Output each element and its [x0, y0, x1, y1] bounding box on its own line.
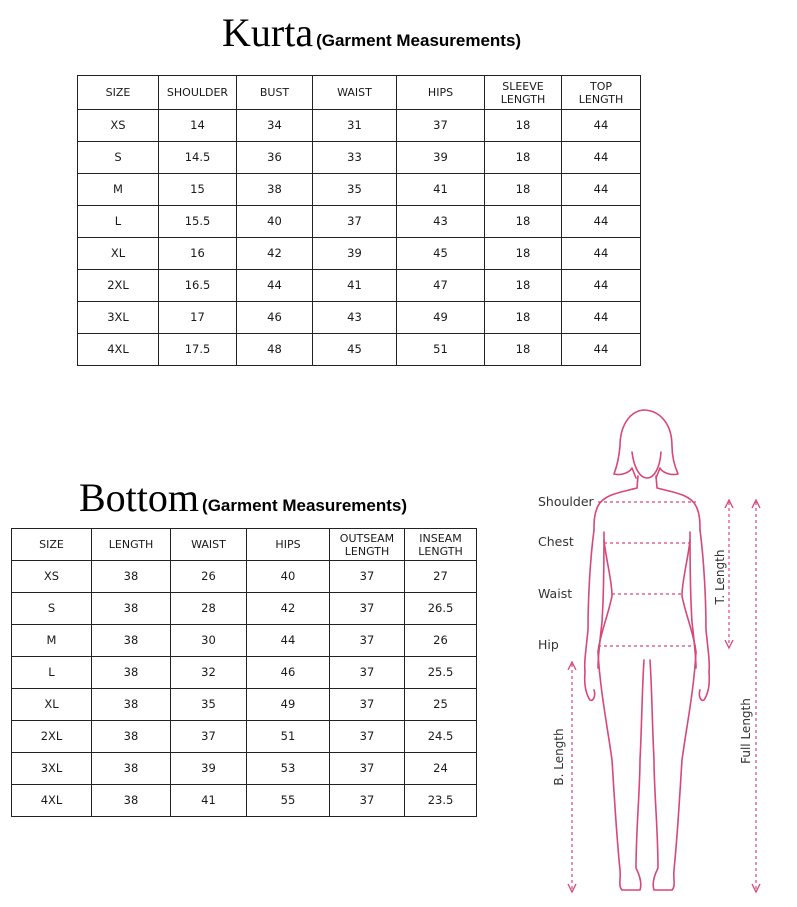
table-cell: 53: [247, 753, 330, 785]
bottom-header-cell: HIPS: [247, 529, 330, 561]
table-cell: 16: [159, 238, 237, 270]
table-cell: 38: [92, 625, 171, 657]
bottom-header-cell: WAIST: [171, 529, 247, 561]
table-cell: 38: [92, 593, 171, 625]
table-cell: 32: [171, 657, 247, 689]
table-cell: 27: [405, 561, 477, 593]
table-cell: XL: [78, 238, 159, 270]
bottom-header-cell: OUTSEAM LENGTH: [330, 529, 405, 561]
table-cell: 38: [237, 174, 313, 206]
table-cell: 33: [313, 142, 397, 174]
table-row: [78, 238, 641, 270]
table-cell: 44: [562, 302, 641, 334]
bottom-title: Bottom: [79, 475, 200, 520]
bottom-header-cell: INSEAM LENGTH: [405, 529, 477, 561]
table-cell: 2XL: [12, 721, 92, 753]
bottom-heading: [79, 474, 407, 521]
table-cell: 37: [330, 689, 405, 721]
table-cell: 2XL: [78, 270, 159, 302]
top-length-label: T. Length: [713, 549, 727, 605]
female-silhouette-outline: [585, 410, 710, 890]
table-cell: 42: [247, 593, 330, 625]
kurta-header-row: [78, 76, 641, 110]
table-cell: 23.5: [405, 785, 477, 817]
table-cell: 38: [92, 785, 171, 817]
table-cell: 44: [562, 334, 641, 366]
table-cell: 15: [159, 174, 237, 206]
table-cell: 39: [171, 753, 247, 785]
table-cell: 37: [313, 206, 397, 238]
table-cell: 37: [330, 721, 405, 753]
table-cell: 46: [237, 302, 313, 334]
table-cell: 38: [92, 721, 171, 753]
table-row: [78, 110, 641, 142]
table-cell: 36: [237, 142, 313, 174]
table-cell: 24: [405, 753, 477, 785]
table-cell: 37: [330, 785, 405, 817]
table-cell: 42: [237, 238, 313, 270]
table-cell: 37: [397, 110, 485, 142]
table-cell: 25.5: [405, 657, 477, 689]
arrowheads: [568, 500, 760, 892]
hip-label: Hip: [538, 637, 559, 652]
kurta-header-cell: BUST: [237, 76, 313, 110]
table-cell: 39: [313, 238, 397, 270]
table-cell: 37: [330, 593, 405, 625]
table-cell: 26: [405, 625, 477, 657]
table-cell: 35: [171, 689, 247, 721]
table-cell: 18: [485, 174, 562, 206]
waist-label: Waist: [538, 586, 573, 601]
table-cell: 47: [397, 270, 485, 302]
table-cell: XL: [12, 689, 92, 721]
table-cell: 41: [171, 785, 247, 817]
table-cell: 14: [159, 110, 237, 142]
table-cell: 43: [397, 206, 485, 238]
table-cell: 37: [330, 753, 405, 785]
body-measurement-figure: [530, 400, 797, 907]
kurta-header-cell: SLEEVE LENGTH: [485, 76, 562, 110]
table-cell: 26.5: [405, 593, 477, 625]
table-cell: 15.5: [159, 206, 237, 238]
table-cell: 40: [237, 206, 313, 238]
bottom-length-label: B. Length: [552, 728, 566, 786]
table-cell: 26: [171, 561, 247, 593]
kurta-header-cell: SHOULDER: [159, 76, 237, 110]
bottom-table-body: [12, 561, 477, 817]
table-cell: 44: [562, 206, 641, 238]
bottom-header-cell: LENGTH: [92, 529, 171, 561]
table-row: [78, 270, 641, 302]
table-cell: 37: [330, 561, 405, 593]
table-cell: 38: [92, 689, 171, 721]
table-cell: 18: [485, 270, 562, 302]
table-cell: 44: [562, 270, 641, 302]
table-cell: 55: [247, 785, 330, 817]
table-cell: 24.5: [405, 721, 477, 753]
bottom-header-row: [12, 529, 477, 561]
table-cell: XS: [12, 561, 92, 593]
table-cell: 18: [485, 334, 562, 366]
table-cell: L: [12, 657, 92, 689]
table-cell: 44: [562, 110, 641, 142]
table-cell: 28: [171, 593, 247, 625]
table-cell: 38: [92, 753, 171, 785]
table-cell: 38: [92, 561, 171, 593]
bottom-header-cell: SIZE: [12, 529, 92, 561]
full-length-label: Full Length: [739, 698, 753, 764]
table-row: [12, 593, 477, 625]
kurta-header-cell: WAIST: [313, 76, 397, 110]
table-cell: 37: [171, 721, 247, 753]
table-cell: 44: [237, 270, 313, 302]
table-cell: 40: [247, 561, 330, 593]
table-row: [78, 206, 641, 238]
table-row: [12, 785, 477, 817]
measurement-lines: [572, 502, 756, 890]
table-cell: 45: [313, 334, 397, 366]
kurta-header-cell: HIPS: [397, 76, 485, 110]
table-cell: 30: [171, 625, 247, 657]
table-cell: 51: [397, 334, 485, 366]
table-cell: 49: [397, 302, 485, 334]
table-cell: 25: [405, 689, 477, 721]
table-row: [78, 174, 641, 206]
table-cell: 18: [485, 302, 562, 334]
table-cell: 18: [485, 206, 562, 238]
table-cell: M: [78, 174, 159, 206]
table-cell: XS: [78, 110, 159, 142]
table-cell: 44: [562, 238, 641, 270]
kurta-subtitle: (Garment Measurements): [316, 31, 522, 50]
table-cell: 39: [397, 142, 485, 174]
table-cell: 46: [247, 657, 330, 689]
table-cell: 37: [330, 625, 405, 657]
table-cell: L: [78, 206, 159, 238]
table-cell: 37: [330, 657, 405, 689]
table-row: [12, 625, 477, 657]
table-row: [12, 657, 477, 689]
table-cell: 18: [485, 142, 562, 174]
table-cell: 4XL: [12, 785, 92, 817]
table-cell: 49: [247, 689, 330, 721]
shoulder-label: Shoulder: [538, 494, 594, 509]
chest-label: Chest: [538, 534, 574, 549]
table-cell: 18: [485, 110, 562, 142]
table-row: [78, 142, 641, 174]
table-cell: S: [12, 593, 92, 625]
bottom-subtitle: (Garment Measurements): [202, 496, 408, 515]
table-cell: 18: [485, 238, 562, 270]
table-cell: 44: [562, 174, 641, 206]
kurta-header-cell: SIZE: [78, 76, 159, 110]
table-row: [12, 753, 477, 785]
table-row: [12, 689, 477, 721]
table-cell: 44: [247, 625, 330, 657]
table-cell: M: [12, 625, 92, 657]
table-cell: 43: [313, 302, 397, 334]
table-cell: 3XL: [12, 753, 92, 785]
table-cell: 3XL: [78, 302, 159, 334]
table-cell: 51: [247, 721, 330, 753]
kurta-header-cell: TOP LENGTH: [562, 76, 641, 110]
table-cell: 44: [562, 142, 641, 174]
table-cell: S: [78, 142, 159, 174]
table-cell: 17.5: [159, 334, 237, 366]
table-cell: 45: [397, 238, 485, 270]
kurta-table-body: [78, 110, 641, 366]
table-cell: 38: [92, 657, 171, 689]
table-cell: 41: [397, 174, 485, 206]
kurta-heading: [222, 9, 521, 56]
table-row: [78, 334, 641, 366]
kurta-title: Kurta: [222, 10, 314, 55]
table-cell: 4XL: [78, 334, 159, 366]
table-cell: 48: [237, 334, 313, 366]
table-cell: 35: [313, 174, 397, 206]
table-cell: 17: [159, 302, 237, 334]
table-cell: 14.5: [159, 142, 237, 174]
table-row: [12, 721, 477, 753]
table-cell: 41: [313, 270, 397, 302]
table-cell: 34: [237, 110, 313, 142]
kurta-size-table: [77, 75, 641, 366]
bottom-size-table: [11, 528, 477, 817]
table-row: [78, 302, 641, 334]
table-row: [12, 561, 477, 593]
table-cell: 16.5: [159, 270, 237, 302]
table-cell: 31: [313, 110, 397, 142]
